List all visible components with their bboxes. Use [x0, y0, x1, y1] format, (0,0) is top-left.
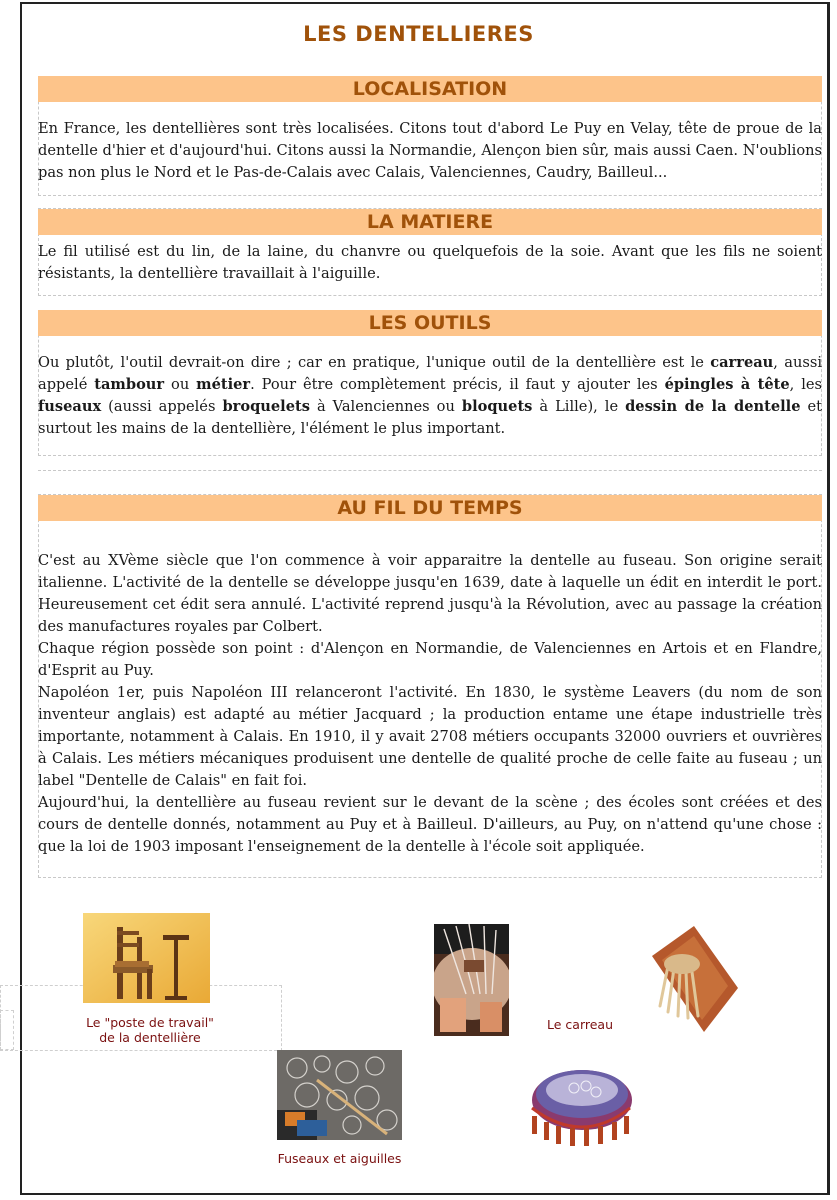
caption-poste: Le "poste de travail" de la dentellière	[86, 1015, 214, 1045]
term-fuseaux: fuseaux	[38, 398, 102, 415]
matiere-text: Le fil utilisé est du lin, de la laine, du chanvre ou quelquefois de la soie. Avant que les fils ne soient résistants, la dentellière travaillait à l'aiguille.	[38, 243, 822, 282]
poste-de-travail-image	[83, 913, 210, 1003]
temps-paragraph: C'est au XVème siècle que l'on commence à voir apparaitre la dentelle au fuseau. Son origine serait italienne. L'activité de la dentelle se développe jusqu'en 1639, date à laquelle un édit en interdit le port. Heureusement cet édit sera annulé. L'activité reprend jusqu'à la Révolution, avec au passage la création des manufactures royales par Colbert.	[38, 552, 822, 635]
fuseaux-cushion-image	[648, 926, 738, 1032]
divider	[38, 470, 822, 471]
temps-text	[38, 550, 822, 858]
term-broquelets: broquelets	[222, 398, 310, 415]
term-metier: métier	[196, 376, 251, 393]
term-carreau: carreau	[710, 354, 774, 371]
heading-localisation: LOCALISATION	[38, 76, 822, 102]
temps-paragraph: Napoléon 1er, puis Napoléon III relanceront l'activité. En 1830, le système Leavers (du nom de son inventeur anglais) est adapté au métier Jacquard ; la production entame une étape industrielle très importante, notamment à Calais. En 1910, il y avait 2708 métiers occupants 32000 ouvriers et ouvrières à Calais. Les métiers mécaniques produisent une dentelle de qualité proche de celle faite au fuseau ; un label "Dentelle de Calais" en fait foi.	[38, 684, 822, 789]
localisation-text: En France, les dentellières sont très localisées. Citons tout d'abord Le Puy en Velay, tête de proue de la dentelle d'hier et d'aujourd'hui. Citons aussi la Normandie, Alençon bien sûr, mais aussi Caen. N'oublions pas non plus le Nord et le Pas-de-Calais avec Calais, Valenciennes, Caudry, Bailleul...	[38, 120, 823, 181]
caption-carreau: Le carreau	[547, 1017, 613, 1032]
lace-pillow-image	[524, 1056, 636, 1156]
heading-outils: LES OUTILS	[38, 310, 822, 336]
fuseaux-aiguilles-image	[277, 1050, 402, 1140]
page-title: LES DENTELLIERES	[303, 22, 534, 46]
temps-paragraph: Chaque région possède son point : d'Alençon en Normandie, de Valenciennes en Artois et en Flandre, d'Esprit au Puy.	[38, 640, 822, 679]
term-bloquets: bloquets	[461, 398, 533, 415]
caption-fuseaux: Fuseaux et aiguilles	[277, 1151, 402, 1166]
outils-text: Ou plutôt, l'outil devrait-on dire ; car en pratique, l'unique outil de la dentellière est le carreau, aussi appelé tambour ou métier. Pour être complètement précis, il faut y ajouter les épingles à tête, les fuseaux (aussi appelés broquelets à Valenciennes ou bloquets à Lille), le dessin de la dentelle et surtout les mains de la dentellière, l'élément le plus important.	[38, 354, 823, 437]
caption-frame-inner	[0, 1010, 14, 1050]
heading-temps: AU FIL DU TEMPS	[38, 495, 822, 521]
carreau-closeup-image	[434, 924, 509, 1036]
heading-matiere: LA MATIERE	[38, 209, 822, 235]
term-dessin: dessin de la dentelle	[625, 398, 801, 415]
term-epingles: épingles à tête	[664, 376, 790, 393]
term-tambour: tambour	[94, 376, 165, 393]
temps-paragraph: Aujourd'hui, la dentellière au fuseau revient sur le devant de la scène ; des écoles sont créées et des cours de dentelle donnés, notamment au Puy et à Bailleul. D'ailleurs, au Puy, on n'attend qu'une chose : que la loi de 1903 imposant l'enseignement de la dentelle à l'école soit appliquée.	[38, 794, 822, 855]
